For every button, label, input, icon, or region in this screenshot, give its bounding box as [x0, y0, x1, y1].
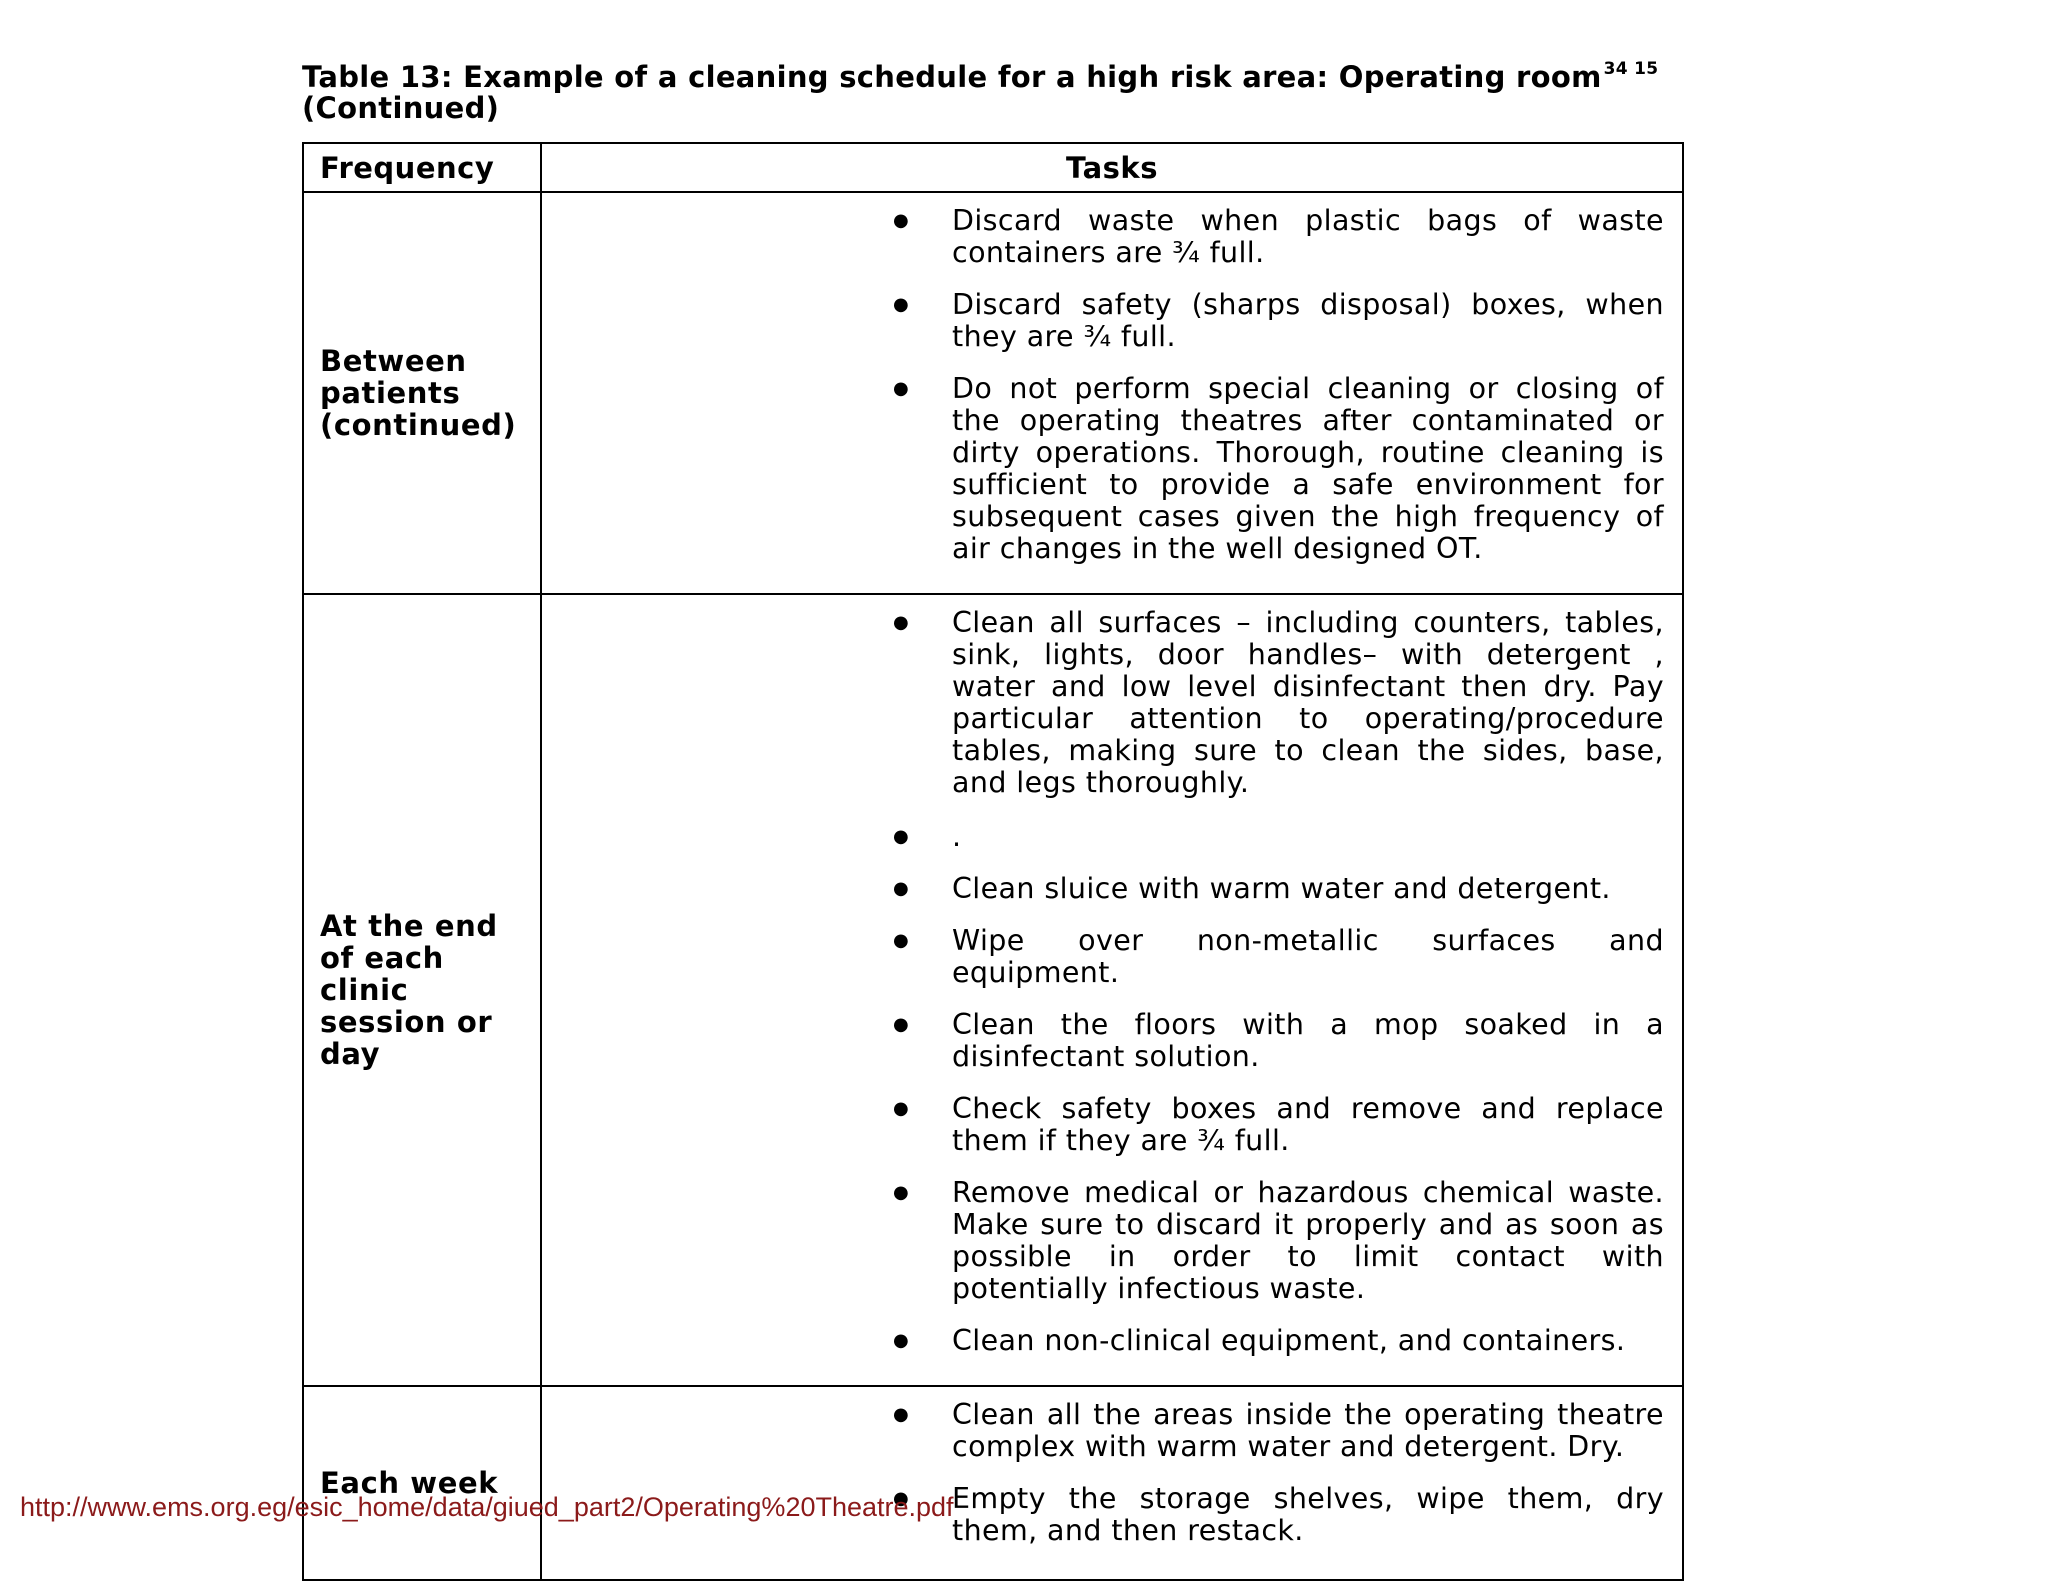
caption-references: 34 15 — [1603, 59, 1659, 79]
task-item: ● Clean all the areas inside the operating theatre complex with warm water and detergent. Dry. — [952, 1399, 1664, 1463]
task-item: ● Do not perform special cleaning or closing of the operating theatres after contaminated or dirty operations. Thorough, routine cleaning is sufficient to provide a safe environment for subsequent cases given the high frequency of air changes in the well designed OT. — [952, 373, 1664, 565]
frequency-cell: Between patients (continued) — [303, 192, 541, 594]
table-row — [303, 594, 1683, 1386]
task-item: ● Remove medical or hazardous chemical waste. Make sure to discard it properly and as soon as possible in order to limit contact with potentially infectious waste. — [952, 1177, 1664, 1305]
task-item: ● Check safety boxes and remove and replace them if they are ¾ full. — [952, 1093, 1664, 1157]
task-item: ● Clean the floors with a mop soaked in a disinfectant solution. — [952, 1009, 1664, 1073]
frequency-cell: Each week — [303, 1386, 541, 1580]
tasks-cell — [541, 1386, 1683, 1580]
task-item: ● Discard safety (sharps disposal) boxes, when they are ¾ full. — [952, 289, 1664, 353]
task-item: ● Clean sluice with warm water and detergent. — [952, 873, 1664, 905]
header-row — [303, 143, 1683, 192]
task-item: ● Wipe over non-metallic surfaces and equipment. — [952, 925, 1664, 989]
header-frequency: Frequency — [303, 143, 541, 192]
caption-title: Table 13: Example of a cleaning schedule for a high risk area: Operating room — [302, 60, 1602, 94]
task-item: ● Empty the storage shelves, wipe them, dry them, and then restack. — [952, 1483, 1664, 1547]
tasks-cell — [541, 594, 1683, 1386]
header-tasks: Tasks — [541, 143, 1683, 192]
task-item: ● Clean non-clinical equipment, and containers. — [952, 1325, 1664, 1357]
source-url-link[interactable]: http://www.ems.org.eg/esic_home/data/giued_part2/Operating%20Theatre.pdf — [20, 1492, 954, 1522]
frequency-cell: At the end of each clinic session or day — [303, 594, 541, 1386]
task-item: ● Clean all surfaces – including counters, tables, sink, lights, door handles– with detergent , water and low level disinfectant then dry. Pay particular attention to operating/procedure tables, making sure to clean the sides, base, and legs thoroughly. — [952, 607, 1664, 799]
task-item: ● Discard waste when plastic bags of waste containers are ¾ full. — [952, 205, 1664, 269]
table-row — [303, 192, 1683, 594]
table-row — [303, 1386, 1683, 1580]
tasks-cell — [541, 192, 1683, 594]
task-item: ● . — [952, 821, 1664, 853]
cleaning-schedule-table — [302, 142, 1684, 1581]
table-caption — [302, 59, 1702, 125]
caption-continued: (Continued) — [302, 91, 500, 125]
